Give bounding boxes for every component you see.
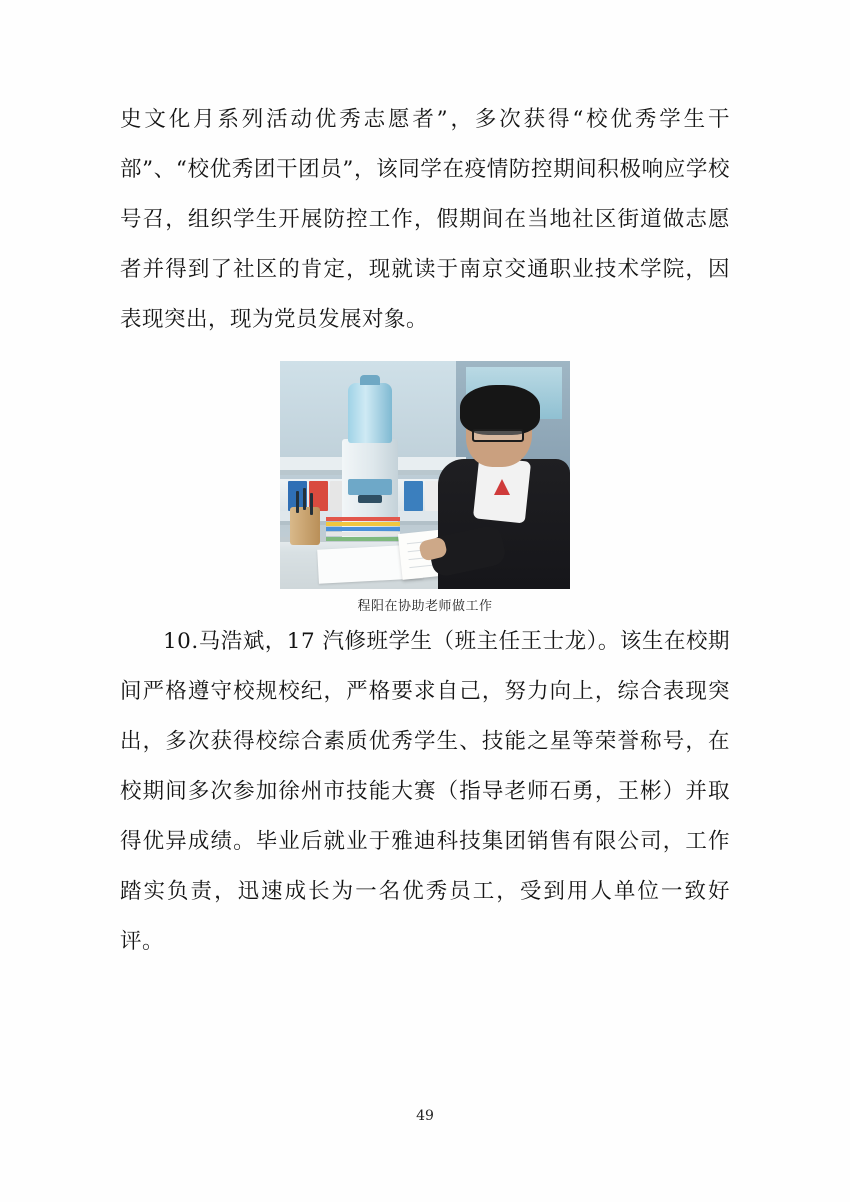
photo-person-glasses	[472, 429, 524, 442]
paragraph-item-10: 10.马浩斌，17 汽修班学生（班主任王士龙）。该生在校期间严格遵守校规校纪，严格要求自己，努力向上，综合表现突出，多次获得校综合素质优秀学生、技能之星等荣誉称号，在校期间多次参加徐州市技能大赛（指导老师石勇，王彬）并取得优异成绩。毕业后就业于雅迪科技集团销售有限公司，工作踏实负责，迅速成长为一名优秀员工，受到用人单位一致好评。	[120, 629, 730, 954]
figure-block	[120, 361, 730, 617]
photo-book	[326, 522, 400, 526]
photo-pen-cup	[290, 507, 320, 545]
figure-caption: 程阳在协助老师做工作	[357, 599, 493, 614]
figure-image	[280, 361, 570, 589]
page-number: 49	[416, 1108, 434, 1124]
photo-book	[326, 517, 400, 521]
photo-book-stack	[326, 517, 400, 543]
photo-person-hair	[460, 385, 540, 435]
photo-pen	[310, 493, 313, 515]
photo-binder	[404, 481, 423, 511]
photo-water-jug-cap	[360, 375, 380, 385]
photo-cooler-tap	[358, 495, 382, 503]
photo-book	[326, 537, 400, 541]
photo-pen	[296, 491, 299, 513]
photo-cooler-panel	[348, 479, 392, 495]
photo-illustration	[280, 361, 570, 589]
photo-water-jug	[348, 383, 392, 443]
paragraph-continuation: 史文化月系列活动优秀志愿者”，多次获得“校优秀学生干部”、“校优秀团干团员”，该同学在疫情防控期间积极响应学校号召，组织学生开展防控工作，假期间在当地社区街道做志愿者并得到了社区的肯定，现就读于南京交通职业技术学院，因表现突出，现为党员发展对象。	[120, 107, 730, 332]
photo-book	[326, 532, 400, 536]
photo-pen	[303, 488, 306, 510]
spacer	[120, 345, 730, 351]
photo-book	[326, 527, 400, 531]
